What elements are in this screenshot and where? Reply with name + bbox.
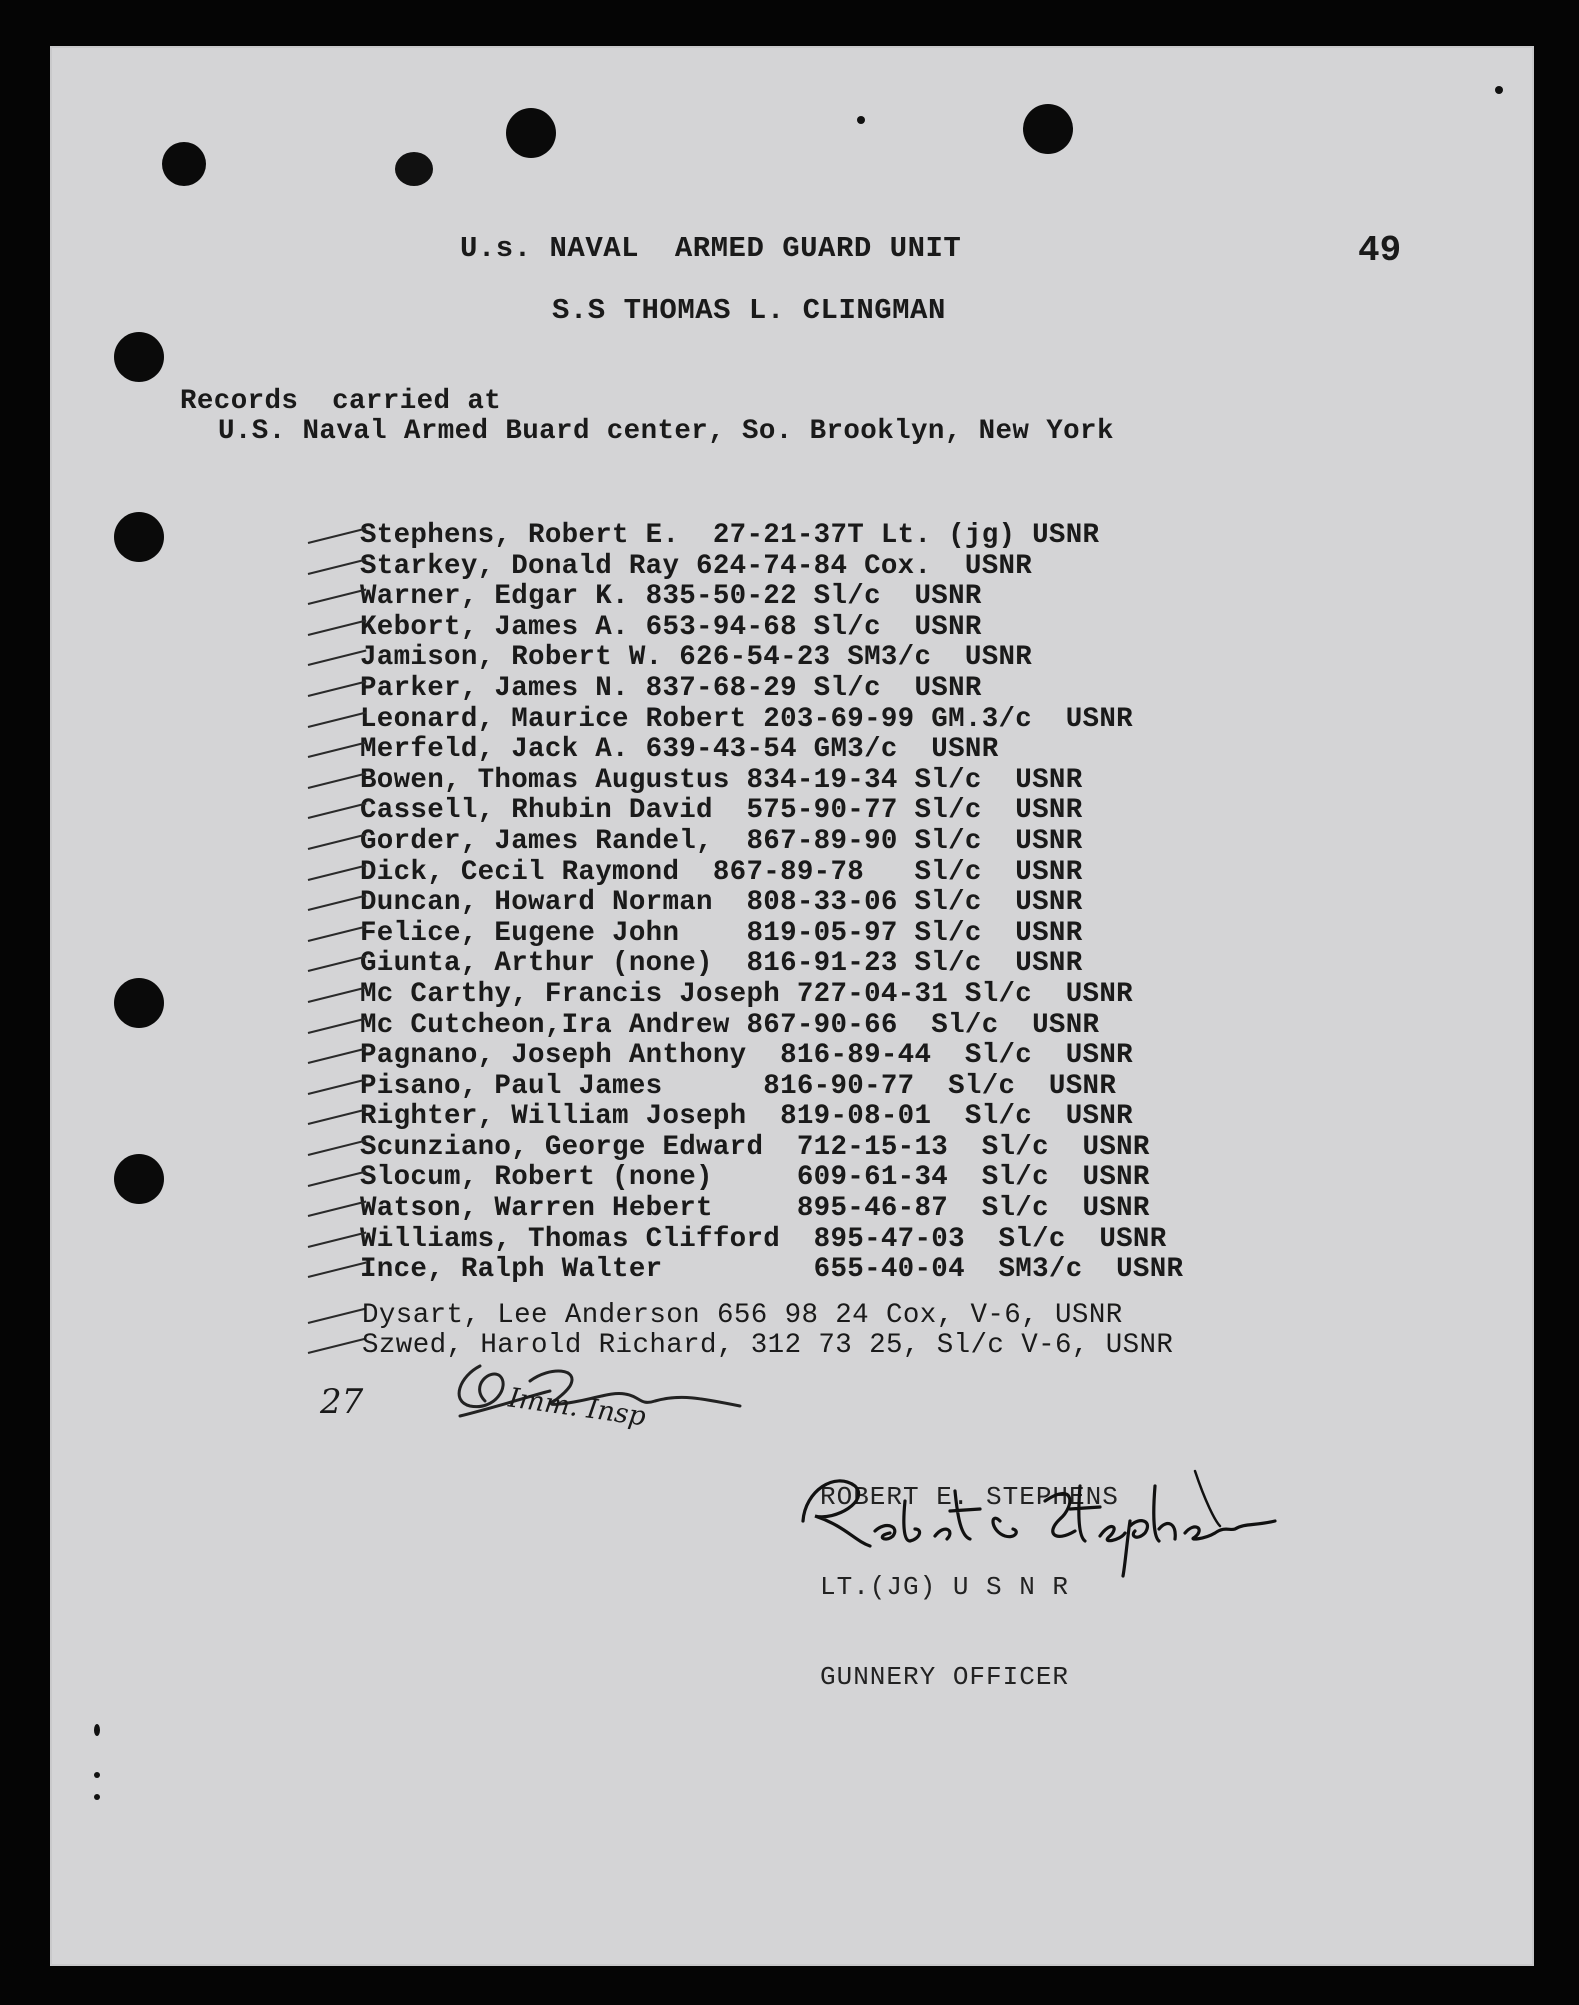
ink-speck [1495,86,1503,94]
check-tick [308,1170,367,1186]
check-tick [308,1109,367,1125]
check-tick [308,589,367,605]
page-number: 49 [1358,230,1402,271]
punch-hole [114,512,164,562]
roster-entry: Parker, James N. 837-68-29 Sl/c USNR [360,672,982,704]
check-tick [308,864,367,880]
roster-entry: Kebort, James A. 653-94-68 Sl/c USNR [360,611,982,643]
roster-entry: Warner, Edgar K. 835-50-22 Sl/c USNR [360,581,982,613]
ink-speck [94,1794,100,1800]
punch-hole [1023,104,1073,154]
ink-speck [395,152,433,186]
check-tick [308,528,367,544]
check-tick [308,1201,367,1217]
punch-hole [506,108,556,158]
check-tick [308,925,367,941]
roster-entry: Duncan, Howard Norman 808-33-06 Sl/c USNR [360,887,1083,919]
roster-entry: Righter, William Joseph 819-08-01 Sl/c USNR [360,1101,1133,1133]
handwritten-signature [775,1441,1295,1581]
check-tick [308,1078,367,1094]
signer-title: GUNNERY OFFICER [820,1662,1070,1692]
signer-rank: LT.(JG) U S N R [820,1572,1070,1602]
additional-entry: Szwed, Harold Richard, 312 73 25, Sl/c V-6, USNR [362,1330,1174,1361]
punch-hole [162,142,206,186]
check-tick [308,803,367,819]
check-tick [308,772,367,788]
crew-roster [360,520,1183,1285]
roster-entry: Dick, Cecil Raymond 867-89-78 Sl/c USNR [360,856,1083,888]
check-tick [308,1308,367,1324]
check-tick [308,681,367,697]
check-tick [308,1338,367,1354]
check-tick [308,1262,367,1278]
roster-entry: Stephens, Robert E. 27-21-37T Lt. (jg) USNR [360,520,1100,551]
roster-entry: Pagnano, Joseph Anthony 816-89-44 Sl/c USNR [360,1040,1133,1072]
unit-title: U.s. NAVAL ARMED GUARD UNIT [460,232,962,265]
check-tick [308,1017,367,1033]
check-tick [308,742,367,758]
check-tick [308,987,367,1003]
ink-speck [94,1724,100,1736]
records-label: Records carried at [180,386,502,417]
check-tick [308,650,367,666]
punch-hole [114,978,164,1028]
check-tick [308,956,367,972]
roster-entry: Ince, Ralph Walter 655-40-04 SM3/c USNR [360,1254,1184,1286]
check-tick [308,1231,367,1247]
punch-hole [114,332,164,382]
check-tick [308,834,367,850]
roster-entry: Cassell, Rhubin David 575-90-77 Sl/c USNR [360,795,1083,827]
roster-entry: Giunta, Arthur (none) 816-91-23 Sl/c USNR [360,948,1083,980]
check-tick [308,558,367,574]
ink-speck [857,116,865,124]
document-page [50,46,1534,1966]
roster-entry: Starkey, Donald Ray 624-74-84 Cox. USNR [360,550,1033,582]
roster-entry: Jamison, Robert W. 626-54-23 SM3/c USNR [360,642,1033,674]
roster-entry: Pisano, Paul James 816-90-77 Sl/c USNR [360,1070,1117,1102]
ink-speck [94,1772,100,1778]
ship-title: S.S THOMAS L. CLINGMAN [552,294,946,327]
records-location: U.S. Naval Armed Buard center, So. Brooklyn, New York [218,416,1114,447]
check-tick [308,1048,367,1064]
punch-hole [114,1154,164,1204]
initials-signature [440,1306,800,1476]
signer-name: ROBERT E. STEPHENS [820,1482,1119,1512]
roster-entry: Watson, Warren Hebert 895-46-87 Sl/c USNR [360,1193,1150,1225]
count-note: 27 [320,1382,364,1422]
roster-entry: Scunziano, George Edward 712-15-13 Sl/c USNR [360,1131,1150,1163]
check-tick [308,895,367,911]
roster-entry: Mc Cutcheon,Ira Andrew 867-90-66 Sl/c USNR [360,1009,1100,1041]
roster-entry: Gorder, James Randel, 867-89-90 Sl/c USNR [360,825,1083,857]
check-tick [308,619,367,635]
roster-entry: Williams, Thomas Clifford 895-47-03 Sl/c USNR [360,1223,1167,1255]
roster-entry: Leonard, Maurice Robert 203-69-99 GM.3/c USNR [360,703,1133,735]
check-tick [308,711,367,727]
additional-entry: Dysart, Lee Anderson 656 98 24 Cox, V-6, USNR [362,1300,1123,1331]
roster-entry: Merfeld, Jack A. 639-43-54 GM3/c USNR [360,734,999,766]
roster-entry: Slocum, Robert (none) 609-61-34 Sl/c USNR [360,1162,1150,1194]
initials-note: Imm. Insp [506,1382,648,1433]
roster-entry: Felice, Eugene John 819-05-97 Sl/c USNR [360,917,1083,949]
check-tick [308,1140,367,1156]
roster-entry: Mc Carthy, Francis Joseph 727-04-31 Sl/c USNR [360,978,1133,1010]
roster-entry: Bowen, Thomas Augustus 834-19-34 Sl/c USNR [360,764,1083,796]
